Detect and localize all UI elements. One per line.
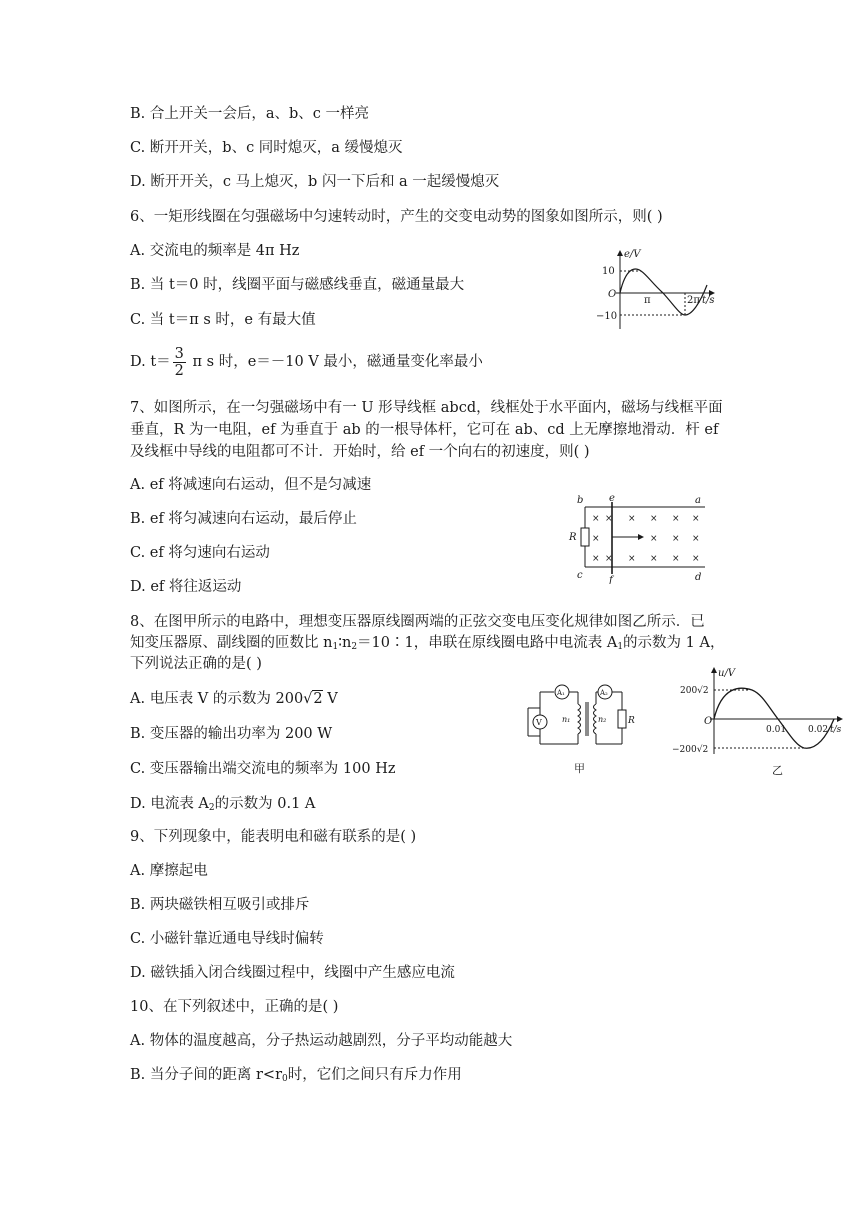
q9-option-a: A. 摩擦起电 bbox=[130, 863, 208, 879]
fraction-denominator: 2 bbox=[174, 362, 184, 379]
q10-option-a: A. 物体的温度越高，分子热运动越剧烈，分子平均动能越大 bbox=[130, 1033, 513, 1049]
q7-label-f: f bbox=[609, 575, 613, 584]
cross-mark: × bbox=[592, 534, 600, 544]
cross-mark: × bbox=[628, 514, 636, 524]
q6-y-min-label: −10 bbox=[596, 311, 618, 322]
q8-option-a-unit: V bbox=[322, 691, 338, 707]
q8-option-b: B. 变压器的输出功率为 200 W bbox=[130, 726, 333, 742]
sine-curve bbox=[714, 688, 834, 748]
n1-label: n₁ bbox=[562, 715, 571, 724]
magnetic-field-crosses bbox=[592, 514, 700, 564]
q8-stem-part: 的示数为 1 A， bbox=[623, 635, 725, 651]
cross-mark: × bbox=[650, 534, 658, 544]
q6-origin-label: O bbox=[608, 289, 617, 300]
fraction bbox=[173, 346, 186, 379]
q6-x-axis-label: t/s bbox=[702, 295, 715, 306]
fraction-numerator: 3 bbox=[174, 345, 184, 362]
q6-x-2pi-label: 2π bbox=[687, 295, 700, 306]
figure-caption-yi: 乙 bbox=[772, 764, 783, 777]
q8-stem-part: ＝10∶1，串联在原线圈电路中电流表 A bbox=[357, 635, 618, 651]
q10-option-b-prefix: B. 当分子间的距离 r<r bbox=[130, 1067, 282, 1083]
q8-y-axis-label: u/V bbox=[718, 668, 736, 679]
q10-option-b-suffix: 时，它们之间只有斥力作用 bbox=[287, 1067, 462, 1083]
cross-mark: × bbox=[672, 514, 680, 524]
q7-label-c: c bbox=[577, 570, 583, 581]
figure-caption-jia: 甲 bbox=[574, 762, 585, 775]
sqrt-sign: √ bbox=[303, 691, 313, 707]
subscript: 1 bbox=[332, 642, 339, 652]
q8-voltage-graph bbox=[670, 662, 855, 780]
q7-u-frame-figure bbox=[565, 492, 710, 584]
subscript: 1 bbox=[617, 642, 624, 652]
q7-label-a: a bbox=[695, 495, 701, 506]
voltmeter-label: V bbox=[536, 718, 542, 727]
ammeter-a2-label: A₂ bbox=[600, 689, 608, 697]
cross-mark: × bbox=[605, 514, 613, 524]
q10-option-b bbox=[130, 1065, 462, 1089]
cross-mark: × bbox=[672, 554, 680, 564]
r-label: R bbox=[628, 716, 635, 726]
q6-emf-graph bbox=[590, 245, 720, 335]
q6-option-b: B. 当 t＝0 时，线圈平面与磁感线垂直，磁通量最大 bbox=[130, 277, 465, 293]
q9-option-b: B. 两块磁铁相互吸引或排斥 bbox=[130, 897, 310, 913]
q6-y-max-label: 10 bbox=[602, 266, 615, 277]
q8-option-a bbox=[130, 689, 338, 709]
ammeter-a1-label: A₁ bbox=[557, 689, 565, 697]
q6-option-a: A. 交流电的频率是 4π Hz bbox=[130, 243, 300, 259]
q7-label-e: e bbox=[609, 493, 615, 504]
sqrt-radicand: 2 bbox=[313, 691, 323, 707]
q8-option-d bbox=[130, 794, 315, 818]
cross-mark: × bbox=[692, 554, 700, 564]
q7-option-b: B. ef 将匀减速向右运动，最后停止 bbox=[130, 511, 357, 527]
secondary-coil bbox=[594, 704, 597, 734]
q8-option-d-prefix: D. 电流表 A bbox=[130, 796, 209, 812]
q5-option-d: D. 断开开关，c 马上熄灭，b 闪一下后和 a 一起缓慢熄灭 bbox=[130, 174, 500, 190]
q8-x-tick-0.01: 0.01 bbox=[766, 725, 787, 735]
q7-stem: 7、如图所示，在一匀强磁场中有一 U 形导线框 abcd，线框处于水平面内，磁场与线框平面垂直，R 为一电阻，ef 为垂直于 ab 的一根导体杆，它可在 ab、cd 上无摩擦地滑动．杆 ef 及线框中导线的电阻都可不计．开始时，给 ef 一个向右的初速度，则( ) bbox=[130, 400, 723, 460]
q5-option-b: B. 合上开关一会后，a、b、c 一样亮 bbox=[130, 106, 370, 122]
q8-stem-line-3: 下列说法正确的是( ) bbox=[130, 656, 262, 672]
q8-option-c: C. 变压器输出端交流电的频率为 100 Hz bbox=[130, 761, 396, 777]
cross-mark: × bbox=[592, 554, 600, 564]
cross-mark: × bbox=[650, 554, 658, 564]
q8-origin-label: O bbox=[704, 716, 713, 727]
q8-stem-line-1: 8、在图甲所示的电路中，理想变压器原线圈两端的正弦交变电压变化规律如图乙所示．已 bbox=[130, 614, 705, 630]
q8-x-axis-label: t/s bbox=[830, 725, 842, 735]
subscript: 2 bbox=[351, 642, 358, 652]
cross-mark: × bbox=[692, 534, 700, 544]
q7-label-b: b bbox=[577, 495, 584, 506]
subscript: 0 bbox=[282, 1074, 288, 1084]
q10-stem: 10、在下列叙述中，正确的是( ) bbox=[130, 999, 339, 1015]
q6-y-axis-label: e/V bbox=[624, 249, 641, 260]
q7-label-d: d bbox=[695, 572, 702, 583]
q8-x-tick-0.02: 0.02 bbox=[808, 725, 829, 735]
q7-option-c: C. ef 将匀速向右运动 bbox=[130, 545, 270, 561]
q6-option-d-suffix: π s 时，e＝－10 V 最小，磁通量变化率最小 bbox=[187, 354, 483, 370]
subscript: 2 bbox=[208, 803, 215, 813]
cross-mark: × bbox=[672, 534, 680, 544]
q6-option-c: C. 当 t＝π s 时，e 有最大值 bbox=[130, 312, 316, 328]
q7-label-r: R bbox=[569, 532, 577, 543]
cross-mark: × bbox=[592, 514, 600, 524]
load-resistor bbox=[618, 710, 626, 728]
q8-option-d-suffix: 的示数为 0.1 A bbox=[214, 796, 316, 812]
q8-circuit-figure bbox=[524, 684, 642, 776]
q8-stem-part: 知变压器原、副线圈的匝数比 n bbox=[130, 635, 333, 651]
n2-label: n₂ bbox=[598, 715, 607, 724]
q9-stem: 9、下列现象中，能表明电和磁有联系的是( ) bbox=[130, 829, 417, 845]
q9-option-d: D. 磁铁插入闭合线圈过程中，线圈中产生感应电流 bbox=[130, 965, 455, 981]
cross-mark: × bbox=[692, 514, 700, 524]
primary-coil bbox=[578, 704, 581, 734]
q7-option-a: A. ef 将减速向右运动，但不是匀减速 bbox=[130, 477, 372, 493]
q5-option-c: C. 断开开关，b、c 同时熄灭，a 缓慢熄灭 bbox=[130, 140, 403, 156]
q6-x-pi-label: π bbox=[644, 295, 651, 306]
q6-option-d-prefix: D. t＝ bbox=[130, 354, 171, 370]
cross-mark: × bbox=[650, 514, 658, 524]
q8-option-a-prefix: A. 电压表 V 的示数为 200 bbox=[130, 691, 304, 707]
q6-stem: 6、一矩形线圈在匀强磁场中匀速转动时，产生的交变电动势的图象如图所示，则( ) bbox=[130, 209, 663, 225]
cross-mark: × bbox=[605, 554, 613, 564]
sine-curve bbox=[620, 269, 707, 315]
q9-option-c: C. 小磁针靠近通电导线时偏转 bbox=[130, 931, 324, 947]
q8-stem-part: ∶n bbox=[338, 635, 352, 651]
resistor-r bbox=[581, 528, 589, 546]
q6-option-d bbox=[130, 344, 483, 380]
q8-y-bottom-label: −200√2 bbox=[672, 745, 709, 755]
q7-option-d: D. ef 将往返运动 bbox=[130, 579, 242, 595]
cross-mark: × bbox=[628, 554, 636, 564]
q8-y-top-label: 200√2 bbox=[680, 686, 709, 696]
